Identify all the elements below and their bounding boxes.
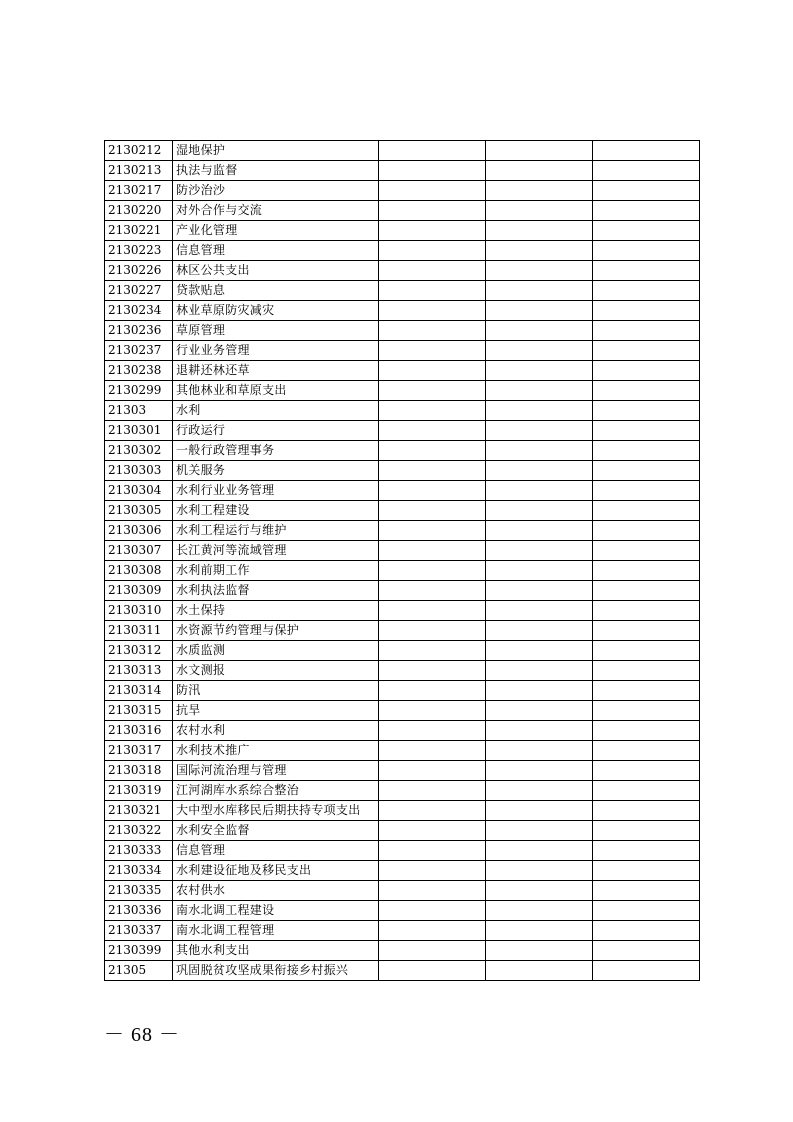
amount-cell [486,501,593,521]
amount-cell [379,261,486,281]
table-row [105,241,700,261]
amount-cell [593,301,700,321]
subject-code-cell: 2130314 [105,681,173,701]
amount-cell [593,781,700,801]
subject-code-cell: 2130321 [105,801,173,821]
amount-cell [593,361,700,381]
amount-cell [593,321,700,341]
amount-cell [379,141,486,161]
amount-cell [593,661,700,681]
subject-code-cell: 2130307 [105,541,173,561]
amount-cell [593,281,700,301]
amount-cell [379,381,486,401]
table-row [105,801,700,821]
amount-cell [486,381,593,401]
subject-name-cell: 机关服务 [173,461,379,481]
amount-cell [486,461,593,481]
table-row [105,641,700,661]
amount-cell [486,901,593,921]
subject-code-cell: 2130303 [105,461,173,481]
amount-cell [379,541,486,561]
budget-table [104,140,700,981]
subject-name-cell: 信息管理 [173,841,379,861]
amount-cell [486,721,593,741]
amount-cell [486,301,593,321]
table-row [105,501,700,521]
amount-cell [593,961,700,981]
table-row [105,161,700,181]
page-number: － 68 － [104,1024,180,1046]
subject-name-cell: 防汛 [173,681,379,701]
subject-code-cell: 2130315 [105,701,173,721]
subject-name-cell: 防沙治沙 [173,181,379,201]
subject-code-cell: 2130309 [105,581,173,601]
subject-name-cell: 抗旱 [173,701,379,721]
amount-cell [593,481,700,501]
amount-cell [593,201,700,221]
table-row [105,421,700,441]
subject-code-cell: 2130305 [105,501,173,521]
amount-cell [486,561,593,581]
subject-name-cell: 水利执法监督 [173,581,379,601]
amount-cell [486,261,593,281]
amount-cell [379,721,486,741]
amount-cell [593,501,700,521]
subject-code-cell: 2130234 [105,301,173,321]
subject-name-cell: 巩固脱贫攻坚成果衔接乡村振兴 [173,961,379,981]
subject-name-cell: 农村水利 [173,721,379,741]
amount-cell [379,601,486,621]
amount-cell [593,241,700,261]
table-row [105,541,700,561]
subject-code-cell: 2130299 [105,381,173,401]
amount-cell [486,601,593,621]
amount-cell [486,581,593,601]
table-row [105,561,700,581]
amount-cell [486,281,593,301]
amount-cell [593,581,700,601]
amount-cell [486,401,593,421]
subject-code-cell: 2130223 [105,241,173,261]
subject-name-cell: 水利行业业务管理 [173,481,379,501]
amount-cell [379,821,486,841]
subject-name-cell: 水利技术推广 [173,741,379,761]
amount-cell [379,881,486,901]
subject-name-cell: 退耕还林还草 [173,361,379,381]
amount-cell [486,541,593,561]
subject-name-cell: 水利 [173,401,379,421]
subject-code-cell: 2130212 [105,141,173,161]
table-row [105,141,700,161]
subject-name-cell: 贷款贴息 [173,281,379,301]
amount-cell [486,421,593,441]
subject-code-cell: 2130238 [105,361,173,381]
table-row [105,741,700,761]
amount-cell [593,181,700,201]
amount-cell [379,841,486,861]
subject-name-cell: 林区公共支出 [173,261,379,281]
subject-name-cell: 对外合作与交流 [173,201,379,221]
subject-name-cell: 江河湖库水系综合整治 [173,781,379,801]
subject-code-cell: 2130221 [105,221,173,241]
table-row [105,621,700,641]
table-row [105,321,700,341]
table-row [105,261,700,281]
amount-cell [593,541,700,561]
subject-code-cell: 2130335 [105,881,173,901]
table-row [105,521,700,541]
amount-cell [379,401,486,421]
subject-code-cell: 21303 [105,401,173,421]
amount-cell [486,321,593,341]
amount-cell [486,821,593,841]
amount-cell [593,841,700,861]
amount-cell [593,921,700,941]
amount-cell [486,861,593,881]
amount-cell [379,241,486,261]
subject-code-cell: 2130322 [105,821,173,841]
subject-code-cell: 2130334 [105,861,173,881]
subject-name-cell: 水资源节约管理与保护 [173,621,379,641]
subject-code-cell: 2130217 [105,181,173,201]
table-row [105,361,700,381]
amount-cell [593,621,700,641]
amount-cell [593,721,700,741]
subject-name-cell: 水利工程运行与维护 [173,521,379,541]
amount-cell [379,581,486,601]
table-row [105,341,700,361]
amount-cell [379,501,486,521]
subject-code-cell: 2130220 [105,201,173,221]
subject-name-cell: 农村供水 [173,881,379,901]
amount-cell [379,681,486,701]
amount-cell [379,781,486,801]
table-row [105,581,700,601]
subject-name-cell: 水利前期工作 [173,561,379,581]
subject-code-cell: 2130319 [105,781,173,801]
subject-name-cell: 林业草原防灾减灾 [173,301,379,321]
table-row [105,921,700,941]
amount-cell [379,441,486,461]
amount-cell [486,141,593,161]
amount-cell [379,561,486,581]
amount-cell [486,441,593,461]
subject-name-cell: 其他林业和草原支出 [173,381,379,401]
table-row [105,781,700,801]
amount-cell [379,341,486,361]
amount-cell [593,521,700,541]
subject-code-cell: 2130302 [105,441,173,461]
amount-cell [379,161,486,181]
subject-name-cell: 水土保持 [173,601,379,621]
subject-name-cell: 信息管理 [173,241,379,261]
subject-name-cell: 产业化管理 [173,221,379,241]
amount-cell [486,621,593,641]
amount-cell [379,901,486,921]
table-row [105,661,700,681]
subject-name-cell: 执法与监督 [173,161,379,181]
amount-cell [486,661,593,681]
table-row [105,681,700,701]
amount-cell [379,521,486,541]
table-row [105,461,700,481]
table-row [105,701,700,721]
subject-code-cell: 2130226 [105,261,173,281]
table-row [105,601,700,621]
table-row [105,821,700,841]
subject-name-cell: 行业业务管理 [173,341,379,361]
subject-code-cell: 2130306 [105,521,173,541]
amount-cell [486,881,593,901]
amount-cell [593,141,700,161]
amount-cell [593,681,700,701]
subject-code-cell: 2130336 [105,901,173,921]
subject-name-cell: 大中型水库移民后期扶持专项支出 [173,801,379,821]
amount-cell [593,381,700,401]
amount-cell [593,421,700,441]
amount-cell [486,841,593,861]
amount-cell [486,781,593,801]
amount-cell [593,641,700,661]
subject-code-cell: 2130308 [105,561,173,581]
amount-cell [379,481,486,501]
subject-name-cell: 长江黄河等流域管理 [173,541,379,561]
table-row [105,281,700,301]
subject-name-cell: 水利安全监督 [173,821,379,841]
table-row [105,221,700,241]
subject-name-cell: 国际河流治理与管理 [173,761,379,781]
amount-cell [486,801,593,821]
amount-cell [486,161,593,181]
subject-name-cell: 南水北调工程建设 [173,901,379,921]
amount-cell [379,461,486,481]
amount-cell [486,681,593,701]
subject-name-cell: 南水北调工程管理 [173,921,379,941]
amount-cell [486,961,593,981]
amount-cell [379,361,486,381]
amount-cell [379,941,486,961]
subject-name-cell: 其他水利支出 [173,941,379,961]
table-row [105,441,700,461]
subject-code-cell: 2130301 [105,421,173,441]
table-row [105,841,700,861]
subject-code-cell: 2130316 [105,721,173,741]
amount-cell [593,441,700,461]
amount-cell [593,261,700,281]
amount-cell [379,641,486,661]
amount-cell [486,641,593,661]
amount-cell [593,741,700,761]
subject-name-cell: 湿地保护 [173,141,379,161]
amount-cell [486,341,593,361]
amount-cell [486,921,593,941]
table-body [105,141,700,981]
table-row [105,901,700,921]
amount-cell [379,281,486,301]
amount-cell [486,181,593,201]
subject-code-cell: 21305 [105,961,173,981]
subject-code-cell: 2130236 [105,321,173,341]
amount-cell [593,341,700,361]
table-row [105,181,700,201]
subject-code-cell: 2130213 [105,161,173,181]
amount-cell [486,201,593,221]
subject-name-cell: 水利工程建设 [173,501,379,521]
amount-cell [379,761,486,781]
subject-code-cell: 2130333 [105,841,173,861]
amount-cell [593,561,700,581]
amount-cell [593,881,700,901]
amount-cell [379,741,486,761]
subject-name-cell: 行政运行 [173,421,379,441]
subject-name-cell: 水利建设征地及移民支出 [173,861,379,881]
amount-cell [379,801,486,821]
amount-cell [486,741,593,761]
table-row [105,941,700,961]
amount-cell [593,861,700,881]
amount-cell [379,421,486,441]
amount-cell [593,701,700,721]
subject-name-cell: 一般行政管理事务 [173,441,379,461]
table-row [105,881,700,901]
amount-cell [593,601,700,621]
amount-cell [593,761,700,781]
subject-code-cell: 2130318 [105,761,173,781]
amount-cell [486,761,593,781]
amount-cell [379,961,486,981]
amount-cell [486,941,593,961]
amount-cell [593,821,700,841]
amount-cell [379,201,486,221]
amount-cell [593,161,700,181]
amount-cell [379,921,486,941]
amount-cell [379,861,486,881]
table-row [105,481,700,501]
amount-cell [593,941,700,961]
subject-name-cell: 草原管理 [173,321,379,341]
amount-cell [379,701,486,721]
amount-cell [486,241,593,261]
subject-code-cell: 2130237 [105,341,173,361]
subject-code-cell: 2130313 [105,661,173,681]
subject-name-cell: 水文测报 [173,661,379,681]
table-row [105,381,700,401]
subject-code-cell: 2130304 [105,481,173,501]
table-row [105,721,700,741]
amount-cell [486,521,593,541]
table-row [105,761,700,781]
amount-cell [593,461,700,481]
table-row [105,201,700,221]
amount-cell [379,221,486,241]
subject-code-cell: 2130227 [105,281,173,301]
amount-cell [593,801,700,821]
amount-cell [486,481,593,501]
amount-cell [593,901,700,921]
subject-code-cell: 2130399 [105,941,173,961]
table-row [105,401,700,421]
subject-code-cell: 2130310 [105,601,173,621]
amount-cell [379,661,486,681]
amount-cell [593,221,700,241]
amount-cell [486,221,593,241]
amount-cell [486,361,593,381]
amount-cell [379,621,486,641]
subject-name-cell: 水质监测 [173,641,379,661]
amount-cell [486,701,593,721]
subject-code-cell: 2130337 [105,921,173,941]
amount-cell [379,181,486,201]
table-row [105,301,700,321]
table-row [105,961,700,981]
amount-cell [379,321,486,341]
amount-cell [379,301,486,321]
amount-cell [593,401,700,421]
table-row [105,861,700,881]
subject-code-cell: 2130317 [105,741,173,761]
subject-code-cell: 2130312 [105,641,173,661]
subject-code-cell: 2130311 [105,621,173,641]
